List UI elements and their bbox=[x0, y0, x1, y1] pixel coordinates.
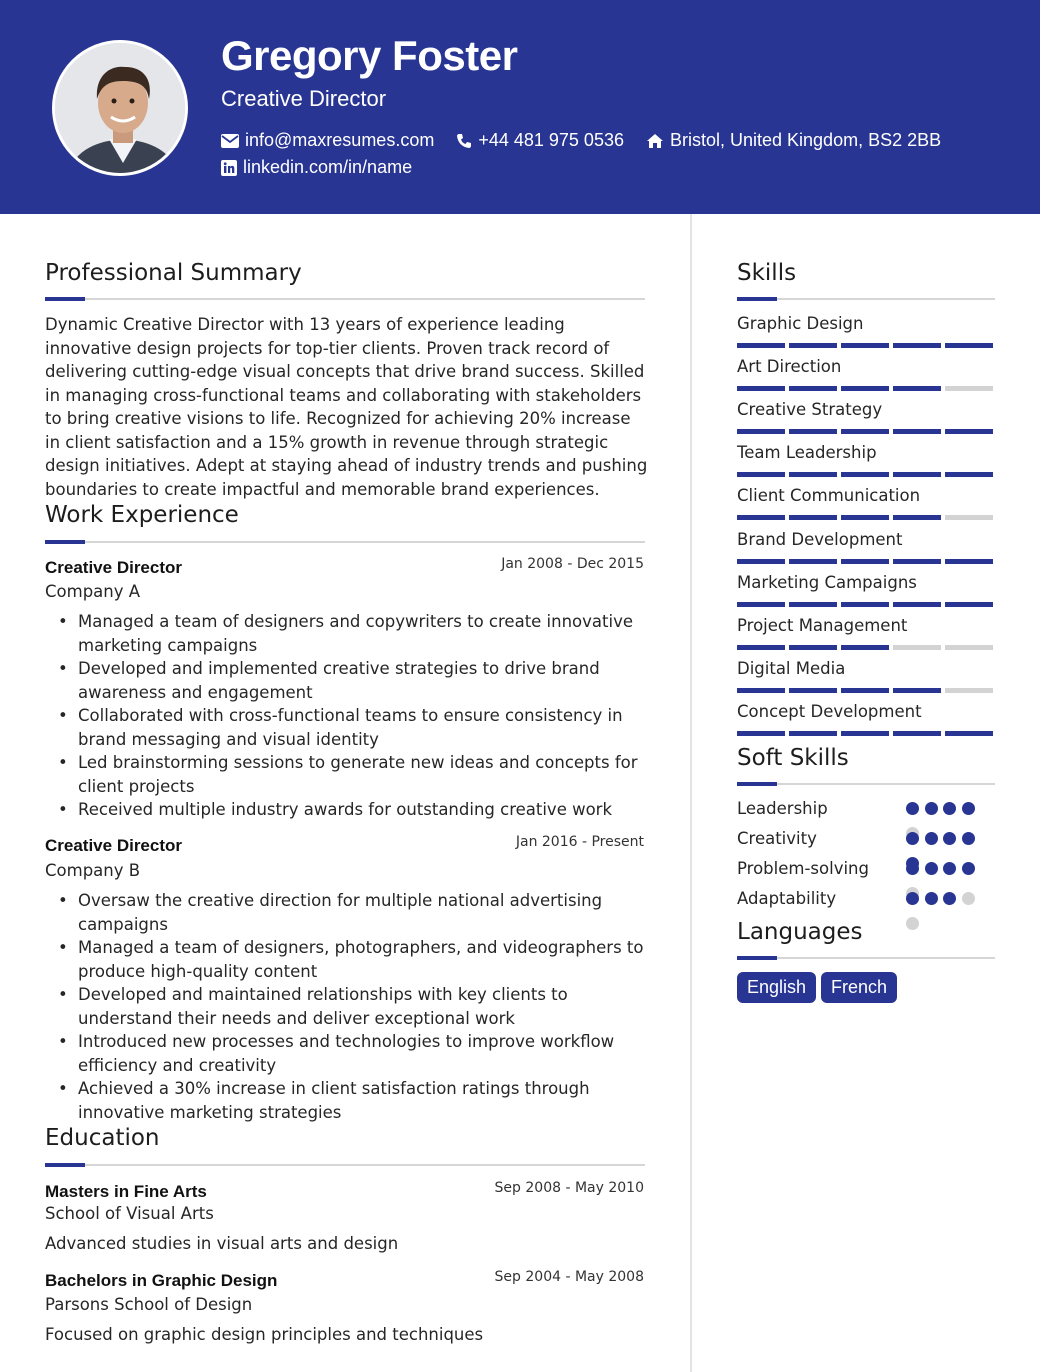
skill-level-segment bbox=[841, 515, 889, 520]
soft-skill-rating-dot bbox=[906, 917, 919, 930]
skill-name: Team Leadership bbox=[737, 443, 877, 463]
skill-level-segment bbox=[893, 343, 941, 348]
job-bullet: • Introduced new processes and technologies to improve workflow efficiency and creativity bbox=[46, 1030, 646, 1077]
contact-row-primary bbox=[221, 130, 963, 151]
skill-name: Marketing Campaigns bbox=[737, 572, 917, 592]
skill-level-segment bbox=[841, 472, 889, 477]
candidate-title: Creative Director bbox=[221, 86, 387, 111]
soft-skill-rating-dot bbox=[943, 832, 956, 845]
phone-icon bbox=[456, 133, 472, 149]
soft-skill-rating-dot bbox=[925, 862, 938, 875]
experience-rule bbox=[45, 541, 645, 543]
skill-name: Client Communication bbox=[737, 486, 921, 506]
school-name: Parsons School of Design bbox=[45, 1295, 253, 1314]
soft-skill-name: Creativity bbox=[737, 829, 817, 848]
job-bullet: • Managed a team of designers, photographers, and videographers to produce high-quality content bbox=[46, 936, 646, 983]
skill-level-segment bbox=[789, 602, 837, 607]
skill-level-segment bbox=[737, 559, 785, 564]
skill-level-segment bbox=[945, 386, 993, 391]
soft-skill-rating-dot bbox=[925, 832, 938, 845]
job-company: Company A bbox=[45, 582, 141, 601]
skill-level-segment bbox=[893, 515, 941, 520]
contact-phone[interactable] bbox=[456, 130, 624, 151]
skill-level-segment bbox=[737, 515, 785, 520]
contact-row-secondary bbox=[221, 157, 434, 178]
skill-level-segment bbox=[841, 602, 889, 607]
job-bullet: • Developed and implemented creative strategies to drive brand awareness and engagement bbox=[46, 657, 646, 704]
skill-level-segment bbox=[841, 343, 889, 348]
skill-level-bar bbox=[737, 343, 997, 348]
soft-skill-rating-dot bbox=[925, 892, 938, 905]
skill-level-segment bbox=[737, 429, 785, 434]
linkedin-icon bbox=[221, 160, 237, 176]
soft-skill-name: Adaptability bbox=[737, 889, 837, 908]
soft-skills-accent bbox=[737, 782, 777, 786]
location-text: Bristol, United Kingdom, BS2 2BB bbox=[669, 130, 942, 150]
skill-name: Brand Development bbox=[737, 529, 903, 549]
skill-level-segment bbox=[737, 386, 785, 391]
skill-level-segment bbox=[945, 688, 993, 693]
job-bullets bbox=[46, 889, 646, 1124]
skill-level-segment bbox=[841, 688, 889, 693]
skill-name: Project Management bbox=[737, 615, 908, 635]
skill-level-bar bbox=[737, 731, 997, 736]
home-icon bbox=[646, 133, 664, 149]
contact-location bbox=[646, 130, 941, 151]
degree-dates: Sep 2004 - May 2008 bbox=[494, 1269, 644, 1285]
summary-text: Dynamic Creative Director with 13 years of experience leading innovative design projects for top-tier clients. Proven track record of delivering cutting-edge visual concepts that drive brand success. Skilled in managing cross-functional teams and collaborating with stakeholders to bring creative visions to life. Recognized for achieving 20% increase in client satisfaction and a 15% growth in revenue through strategic design initiatives. Adept at staying ahead of industry trends and pushing boundaries to create impactful and memorable brand experiences. bbox=[45, 315, 648, 499]
skill-level-bar bbox=[737, 688, 997, 693]
soft-skill-rating-dot bbox=[962, 892, 975, 905]
skill-name: Creative Strategy bbox=[737, 400, 883, 420]
soft-skill-rating-dot bbox=[943, 802, 956, 815]
column-divider bbox=[690, 214, 692, 1372]
skill-level-segment bbox=[945, 731, 993, 736]
job-bullets bbox=[46, 610, 646, 822]
skill-level-segment bbox=[945, 602, 993, 607]
soft-skill-rating-dot bbox=[906, 892, 919, 905]
job-bullet: • Managed a team of designers and copywriters to create innovative marketing campaigns bbox=[46, 610, 646, 657]
soft-skill-name: Leadership bbox=[737, 799, 828, 818]
job-bullet: • Achieved a 30% increase in client satisfaction ratings through innovative marketing strategies bbox=[46, 1077, 646, 1124]
job-bullet: • Received multiple industry awards for outstanding creative work bbox=[46, 798, 646, 822]
job-title: Creative Director bbox=[45, 836, 183, 855]
education-rule bbox=[45, 1164, 645, 1166]
skill-level-segment bbox=[945, 343, 993, 348]
education-accent bbox=[45, 1163, 85, 1167]
skill-level-segment bbox=[945, 559, 993, 564]
soft-skill-rating-dot bbox=[925, 802, 938, 815]
skill-level-segment bbox=[841, 386, 889, 391]
skill-level-bar bbox=[737, 515, 997, 520]
skill-level-segment bbox=[841, 429, 889, 434]
summary-heading: Professional Summary bbox=[45, 260, 302, 286]
linkedin-text: linkedin.com/in/name bbox=[243, 157, 413, 177]
skill-level-segment bbox=[737, 602, 785, 607]
skill-level-segment bbox=[737, 343, 785, 348]
job-title: Creative Director bbox=[45, 558, 183, 577]
languages-heading: Languages bbox=[737, 919, 863, 945]
language-badge: English bbox=[737, 972, 816, 1003]
skill-level-segment bbox=[789, 731, 837, 736]
skill-level-segment bbox=[945, 645, 993, 650]
skill-name: Digital Media bbox=[737, 658, 846, 678]
soft-skill-rating-dot bbox=[962, 862, 975, 875]
job-dates: Jan 2008 - Dec 2015 bbox=[501, 556, 644, 572]
skill-level-segment bbox=[841, 731, 889, 736]
skill-name: Art Direction bbox=[737, 357, 842, 377]
language-badge: French bbox=[821, 972, 897, 1003]
envelope-icon bbox=[221, 134, 239, 148]
degree-dates: Sep 2008 - May 2010 bbox=[494, 1180, 644, 1196]
skill-level-segment bbox=[737, 472, 785, 477]
skill-level-segment bbox=[789, 343, 837, 348]
skill-name: Graphic Design bbox=[737, 314, 864, 333]
languages-accent bbox=[737, 956, 777, 960]
skill-level-segment bbox=[893, 645, 941, 650]
degree-title: Masters in Fine Arts bbox=[45, 1182, 207, 1201]
skill-level-segment bbox=[789, 515, 837, 520]
school-name: School of Visual Arts bbox=[45, 1204, 214, 1223]
skill-level-segment bbox=[893, 559, 941, 564]
skill-level-bar bbox=[737, 386, 997, 391]
contact-linkedin[interactable] bbox=[221, 157, 412, 178]
profile-photo-illustration bbox=[55, 43, 188, 176]
soft-skill-rating-dot bbox=[906, 832, 919, 845]
skill-level-segment bbox=[893, 731, 941, 736]
candidate-name: Gregory Foster bbox=[221, 32, 518, 79]
skill-level-segment bbox=[893, 472, 941, 477]
job-bullet: • Developed and maintained relationships with key clients to understand their needs and deliver exceptional work bbox=[46, 983, 646, 1030]
skill-level-segment bbox=[789, 645, 837, 650]
skill-level-segment bbox=[893, 429, 941, 434]
job-bullet: • Oversaw the creative direction for multiple national advertising campaigns bbox=[46, 889, 646, 936]
skill-level-segment bbox=[737, 645, 785, 650]
job-company: Company B bbox=[45, 861, 141, 880]
skill-level-segment bbox=[737, 688, 785, 693]
soft-skill-rating-dot bbox=[906, 862, 919, 875]
skill-level-segment bbox=[945, 429, 993, 434]
summary-accent bbox=[45, 297, 85, 301]
skill-level-bar bbox=[737, 472, 997, 477]
contact-email[interactable] bbox=[221, 130, 434, 151]
experience-accent bbox=[45, 540, 85, 544]
skill-level-segment bbox=[841, 645, 889, 650]
soft-skill-rating-dot bbox=[906, 802, 919, 815]
degree-description: Advanced studies in visual arts and design bbox=[45, 1234, 399, 1253]
profile-photo bbox=[52, 40, 188, 176]
summary-rule bbox=[45, 298, 645, 300]
soft-skill-rating-dot bbox=[943, 862, 956, 875]
degree-description: Focused on graphic design principles and techniques bbox=[45, 1325, 484, 1344]
skill-name: Concept Development bbox=[737, 701, 922, 721]
skill-level-segment bbox=[893, 602, 941, 607]
skills-heading: Skills bbox=[737, 260, 797, 286]
resume-header bbox=[0, 0, 1040, 214]
phone-text: +44 481 975 0536 bbox=[478, 130, 624, 150]
education-heading: Education bbox=[45, 1125, 160, 1151]
skill-level-segment bbox=[945, 515, 993, 520]
skill-level-segment bbox=[945, 472, 993, 477]
skill-level-bar bbox=[737, 429, 997, 434]
skill-level-segment bbox=[789, 688, 837, 693]
skill-level-bar bbox=[737, 559, 997, 564]
soft-skill-name: Problem-solving bbox=[737, 859, 869, 878]
skill-level-segment bbox=[789, 472, 837, 477]
skill-level-bar bbox=[737, 645, 997, 650]
skill-level-segment bbox=[841, 559, 889, 564]
soft-skill-rating-dot bbox=[962, 802, 975, 815]
skill-level-segment bbox=[789, 386, 837, 391]
skills-accent bbox=[737, 297, 777, 301]
job-bullet: • Collaborated with cross-functional teams to ensure consistency in brand messaging and visual identity bbox=[46, 704, 646, 751]
skill-level-segment bbox=[893, 688, 941, 693]
skill-level-bar bbox=[737, 602, 997, 607]
soft-skill-rating-dot bbox=[943, 892, 956, 905]
job-dates: Jan 2016 - Present bbox=[515, 834, 644, 850]
soft-skills-heading: Soft Skills bbox=[737, 745, 849, 771]
job-bullet: • Led brainstorming sessions to generate new ideas and concepts for client projects bbox=[46, 751, 646, 798]
skill-level-segment bbox=[789, 559, 837, 564]
soft-skill-rating-dot bbox=[962, 832, 975, 845]
degree-title: Bachelors in Graphic Design bbox=[45, 1271, 278, 1290]
skill-level-segment bbox=[789, 429, 837, 434]
skill-level-segment bbox=[737, 731, 785, 736]
skill-level-segment bbox=[893, 386, 941, 391]
experience-heading: Work Experience bbox=[45, 502, 239, 528]
email-text: info@maxresumes.com bbox=[245, 130, 435, 150]
